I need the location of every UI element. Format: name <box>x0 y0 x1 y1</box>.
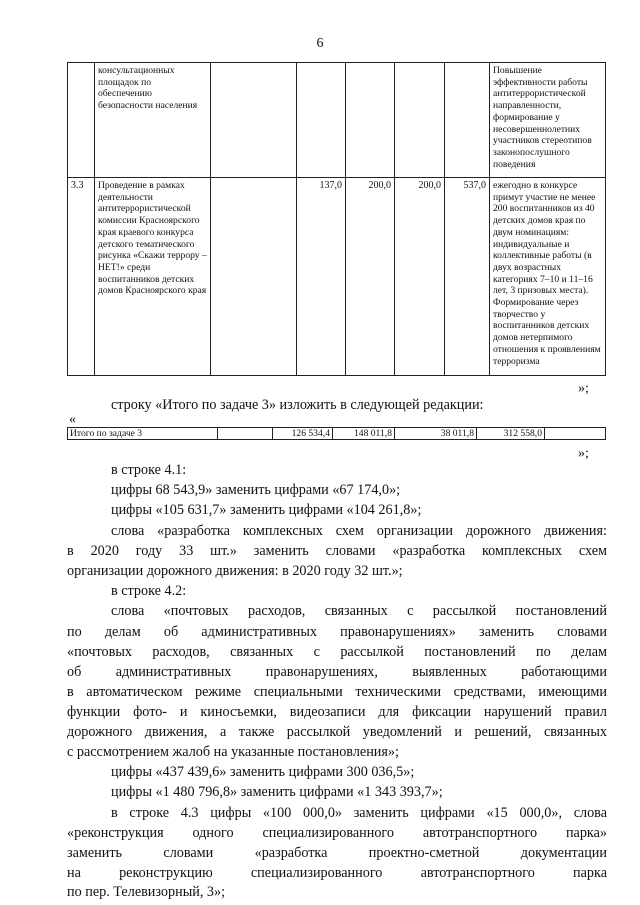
paragraph-line: в 2020 году 33 шт.» заменить словами «разработка комплексных схем <box>67 543 607 559</box>
paragraph-line: в строке 4.3 цифры «100 000,0» заменить цифрами «15 000,0», слова <box>111 805 607 821</box>
paragraph-line: «реконструкция одного специализированного автотранспортного парка» <box>67 825 607 841</box>
paragraph-line: с рассмотрением жалоб на указанные постановления»; <box>67 744 399 760</box>
total-table <box>67 427 606 440</box>
paragraph: цифры 68 543,9» заменить цифрами «67 174,0»; <box>111 482 401 498</box>
total-value: 38 011,8 <box>395 428 477 440</box>
paragraph-line: организации дорожного движения: в 2020 году 32 шт.»; <box>67 563 403 579</box>
itogo-intro: строку «Итого по задаче 3» изложить в следующей редакции: <box>111 397 484 413</box>
paragraph-line: слова «разработка комплексных схем организации дорожного движения: <box>111 523 607 539</box>
table-cell-index: 3.3 <box>68 178 95 376</box>
table-cell-index <box>68 63 95 178</box>
paragraph: цифры «105 631,7» заменить цифрами «104 261,8»; <box>111 502 422 518</box>
table-cell-value: 137,0 <box>297 178 346 376</box>
table-cell-value: 200,0 <box>346 178 395 376</box>
table-cell-description: Проведение в рамках деятельности антитеррористической комиссии Красноярского края краевого конкурса детского тематического рисунка «Скажи террору – НЕТ!» среди воспитанников детских домов Красноярского края <box>95 178 211 376</box>
paragraph: цифры «437 439,6» заменить цифрами 300 036,5»; <box>111 764 415 780</box>
paragraph-line: на реконструкцию специализированного автотранспортного парка <box>67 865 607 881</box>
total-value: 148 011,8 <box>333 428 395 440</box>
total-value: 126 534,4 <box>273 428 333 440</box>
paragraph: в строке 4.1: <box>111 462 187 478</box>
total-value: 312 558,0 <box>477 428 545 440</box>
closing-quote: »; <box>578 381 589 396</box>
table-row <box>68 428 606 440</box>
total-label: Итого по задаче 3 <box>68 428 218 440</box>
paragraph-line: «почтовых расходов, связанных с рассылкой постановлений по делам <box>67 644 607 660</box>
table-cell-value: 200,0 <box>395 178 445 376</box>
measures-table <box>67 62 606 376</box>
opening-quote: « <box>69 412 76 427</box>
table-cell-result: ежегодно в конкурсе примут участие не менее 200 воспитанников из 40 детских домов края по двум номинациям: индивидуальные и коллективные работы (в двух возрастных категориях 7–10 и 11–16 лет, 3 призовых места). Формирование через творчество у воспитанников детских домов нетерпимого отношения к проявлениям терроризма <box>490 178 606 376</box>
paragraph-line: дорожного движения, а также рассылкой уведомлений и решений, связанных <box>67 724 607 740</box>
table-row <box>68 63 606 178</box>
paragraph-line: заменить словами «разработка проектно-сметной документации <box>67 845 607 861</box>
paragraph-line: по пер. Телевизорный, 3»; <box>67 884 226 900</box>
paragraph: в строке 4.2: <box>111 583 187 599</box>
closing-quote: »; <box>578 446 589 461</box>
paragraph-line: функции фото- и киносъемки, видеозаписи для фиксации нарушений правил <box>67 704 607 720</box>
paragraph-line: в автоматическом режиме специальными техническими средствами, имеющими <box>67 684 607 700</box>
paragraph-line: слова «почтовых расходов, связанных с рассылкой постановлений <box>111 603 607 619</box>
paragraph-line: по делам об административных правонарушениях» заменить словами <box>67 624 607 640</box>
table-cell-description: консультационных площадок по обеспечению безопасности населения <box>95 63 211 178</box>
table-cell-result: Повышение эффективности работы антитеррористической направленности, формирование у несовершеннолетних участников стереотипов законопослушного поведения <box>490 63 606 178</box>
paragraph-line: об административных правонарушениях, выявленных работающими <box>67 664 607 680</box>
page-number: 6 <box>316 36 324 51</box>
table-row <box>68 178 606 376</box>
paragraph: цифры «1 480 796,8» заменить цифрами «1 343 393,7»; <box>111 784 443 800</box>
table-cell-value: 537,0 <box>445 178 490 376</box>
